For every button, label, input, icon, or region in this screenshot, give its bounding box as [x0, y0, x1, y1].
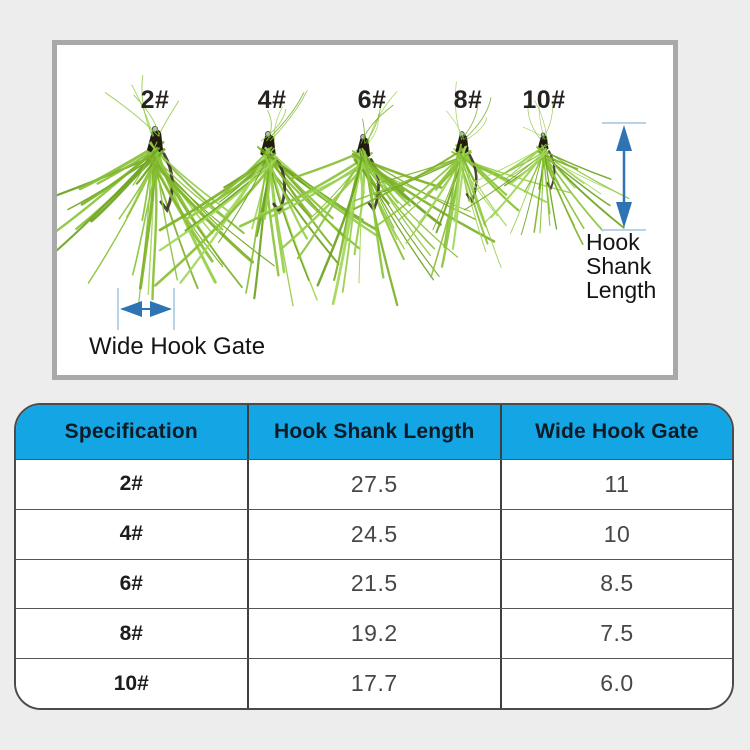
shank-cell: 27.5	[247, 460, 500, 509]
table-row	[16, 459, 732, 509]
table-row	[16, 509, 732, 559]
shank-cell: 19.2	[247, 609, 500, 658]
column-header-specification: Specification	[64, 420, 198, 443]
column-header-hook-gate: Wide Hook Gate	[500, 405, 732, 459]
gate-cell: 10	[500, 510, 732, 559]
gate-cell: 11	[500, 460, 732, 509]
spec-cell: 2#	[119, 472, 143, 496]
size-label-8: 8#	[453, 86, 483, 114]
table-row	[16, 658, 732, 708]
spec-table	[14, 403, 734, 710]
gate-cell: 7.5	[500, 609, 732, 658]
shank-length-arrow-icon	[600, 118, 648, 236]
size-label-2: 2#	[140, 86, 170, 114]
table-row	[16, 559, 732, 609]
shank-cell: 17.7	[247, 659, 500, 708]
hook-gate-label: Wide Hook Gate	[89, 333, 266, 360]
size-label-10: 10#	[522, 86, 566, 114]
product-photo-panel	[52, 40, 678, 380]
spec-table-header	[16, 405, 732, 459]
column-header-shank-length: Hook Shank Length	[247, 405, 500, 459]
gate-cell: 6.0	[500, 659, 732, 708]
table-row	[16, 608, 732, 658]
spec-cell: 4#	[119, 522, 143, 546]
hook-gate-arrow-icon	[112, 286, 180, 332]
size-label-6: 6#	[357, 86, 387, 114]
shank-cell: 21.5	[247, 560, 500, 609]
shank-length-label: Hook Shank Length	[586, 229, 657, 303]
size-label-4: 4#	[257, 86, 287, 114]
shank-cell: 24.5	[247, 510, 500, 559]
spec-cell: 10#	[113, 671, 149, 695]
gate-cell: 8.5	[500, 560, 732, 609]
spec-cell: 6#	[119, 571, 143, 595]
spec-cell: 8#	[119, 621, 143, 645]
